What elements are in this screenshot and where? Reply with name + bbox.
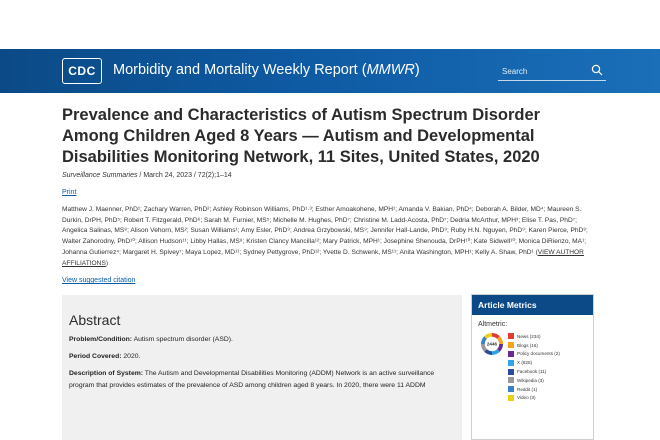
altmetric-score: 2446 (486, 341, 498, 347)
print-link[interactable]: Print (62, 189, 77, 196)
search-input[interactable] (502, 63, 586, 79)
metric-legend-item[interactable] (508, 350, 560, 359)
legend-swatch (508, 386, 514, 392)
series-name[interactable]: Surveillance Summaries (62, 172, 138, 179)
article-citation (62, 172, 232, 179)
suggested-citation-link[interactable]: View suggested citation (62, 277, 136, 284)
author-list: Matthew J. Maenner, PhD¹; Zachary Warren, PhD²; Ashley Robinson Williams, PhD¹·³; Esther Amoakohene, MPH¹; Amanda V. Bakian, PhD⁴; Deborah A. Bilder, MD⁴; Maureen S. Durkin, DrPH, PhD⁵; Robert T. Fitzgerald, PhD⁶; Sarah M. Furnier, MS⁵; Michelle M. Hughes, PhD⁷; Christine M. Ladd-Acosta, PhD⁷; Dedria McArthur, MPH³; Elise T. Pas, PhD⁷; Angelica Salinas, MS⁸; Alison Vehorn, MS²; Susan Williams¹; Amy Esler, PhD⁹; Andrea Grzybowski, MS⁹; Jennifer Hall-Lande, PhD⁹; Ruby H.N. Nguyen, PhD⁹; Karen Pierce, PhD⁸; Walter Zahorodny, PhD¹⁰; Allison Hudson¹¹; Libby Hallas, MS⁸; Kristen Clancy Mancilla¹²; Mary Patrick, MPH¹; Josephine Shenouda, DrPH¹⁰; Kate Sidwell¹⁰; Monica DiRienzo, MA¹; Johanna Gutierrez⁴; Margaret H. Spivey⁷; Maya Lopez, MD¹¹; Sydney Pettygrove, PhD¹²; Yvette D. Schwenk, MS¹¹; Anita Washington, MPH¹; Kelly A. Shaw, PhD¹ (VIEW AUTHOR AFFILIATIONS) (62, 206, 588, 267)
altmetric-label: Altmetric: (478, 321, 508, 328)
legend-swatch (508, 360, 514, 366)
abstract-problem (69, 334, 455, 346)
description-label: Description of System: (69, 370, 144, 377)
metric-legend-item[interactable] (508, 385, 560, 394)
site-title-end: ) (414, 62, 420, 78)
altmetric-donut[interactable] (481, 333, 503, 355)
metric-legend-item[interactable] (508, 394, 560, 403)
article-title: Prevalence and Characteristics of Autism Spectrum Disorder Among Children Aged 8 Years — Autism and Developmental Disabilities Monitoring Network, 11 Sites, United States, 2020 (62, 106, 541, 166)
period-text: 2020. (121, 353, 141, 360)
legend-swatch (508, 351, 514, 357)
legend-swatch (508, 342, 514, 348)
search-box (498, 61, 606, 81)
view-affiliations-link[interactable]: VIEW AUTHOR AFFILIATIONS (62, 248, 584, 267)
legend-label: X (825) (517, 360, 533, 366)
metric-legend-item[interactable] (508, 341, 560, 350)
site-header (0, 49, 660, 93)
metric-legend-item[interactable] (508, 376, 560, 385)
legend-label: News (234) (517, 333, 541, 339)
altmetric-legend (508, 332, 560, 402)
legend-swatch (508, 369, 514, 375)
legend-label: Reddit (1) (517, 386, 538, 392)
legend-label: Blogs (16) (517, 342, 538, 348)
problem-text: Autism spectrum disorder (ASD). (132, 336, 233, 343)
citation-details: / March 24, 2023 / 72(2);1–14 (137, 172, 232, 179)
period-label: Period Covered: (69, 353, 122, 360)
metrics-heading: Article Metrics (472, 295, 593, 315)
abstract-period (69, 351, 455, 363)
description-text: The Autism and Developmental Disabilities Monitoring (ADDM) Network is an active surveillance program that provides estimates of the prevalence of ASD among children aged 8 years. In 2020, there were 11 ADDM (69, 370, 435, 389)
search-icon[interactable] (591, 64, 603, 76)
legend-label: Policy documents (2) (517, 351, 560, 357)
site-title-abbr: MMWR (366, 62, 415, 78)
problem-label: Problem/Condition: (69, 336, 133, 343)
metric-legend-item[interactable] (508, 367, 560, 376)
cdc-logo[interactable]: CDC (62, 58, 102, 84)
metric-legend-item[interactable] (508, 358, 560, 367)
legend-label: Facebook (11) (517, 369, 547, 375)
site-title[interactable] (113, 62, 420, 78)
authors-text: Matthew J. Maenner, PhD¹; Zachary Warren, PhD²; Ashley Robinson Williams, PhD¹·³; Esther Amoakohene, MPH¹; Amanda V. Bakian, PhD⁴; Deborah A. Bilder, MD⁴; Maureen S. Durkin, DrPH, PhD⁵; Robert T. Fitzgerald, PhD⁶; Sarah M. Furnier, MS⁵; Michelle M. Hughes, PhD⁷; Christine M. Ladd-Acosta, PhD⁷; Dedria McArthur, MPH³; Elise T. Pas, PhD⁷; Angelica Salinas, MS⁸; Alison Vehorn, MS²; Susan Williams¹; Amy Esler, PhD⁹; Andrea Grzybowski, MS⁹; Jennifer Hall-Lande, PhD⁹; Ruby H.N. Nguyen, PhD⁹; Karen Pierce, PhD⁸; Walter Zahorodny, PhD¹⁰; Allison Hudson¹¹; Libby Hallas, MS⁸; Kristen Clancy Mancilla¹²; Mary Patrick, MPH¹; Josephine Shenouda, DrPH¹⁰; Kate Sidwell¹⁰; Monica DiRienzo, MA¹; Johanna Gutierrez⁴; Margaret H. Spivey⁷; Maya Lopez, MD¹¹; Sydney Pettygrove, PhD¹²; Yvette D. Schwenk, MS¹¹; Anita Washington, MPH¹; Kelly A. Shaw, PhD¹ (62, 206, 588, 256)
abstract-heading: Abstract (69, 312, 121, 328)
metric-legend-item[interactable] (508, 332, 560, 341)
abstract-description (69, 368, 455, 391)
legend-swatch (508, 395, 514, 401)
legend-label: Wikipedia (3) (517, 377, 544, 383)
site-title-main: Morbidity and Mortality Weekly Report ( (113, 62, 367, 78)
legend-label: Video (3) (517, 395, 536, 401)
article-metrics-panel (471, 294, 594, 440)
legend-swatch (508, 333, 514, 339)
abstract-panel (62, 295, 462, 440)
legend-swatch (508, 377, 514, 383)
